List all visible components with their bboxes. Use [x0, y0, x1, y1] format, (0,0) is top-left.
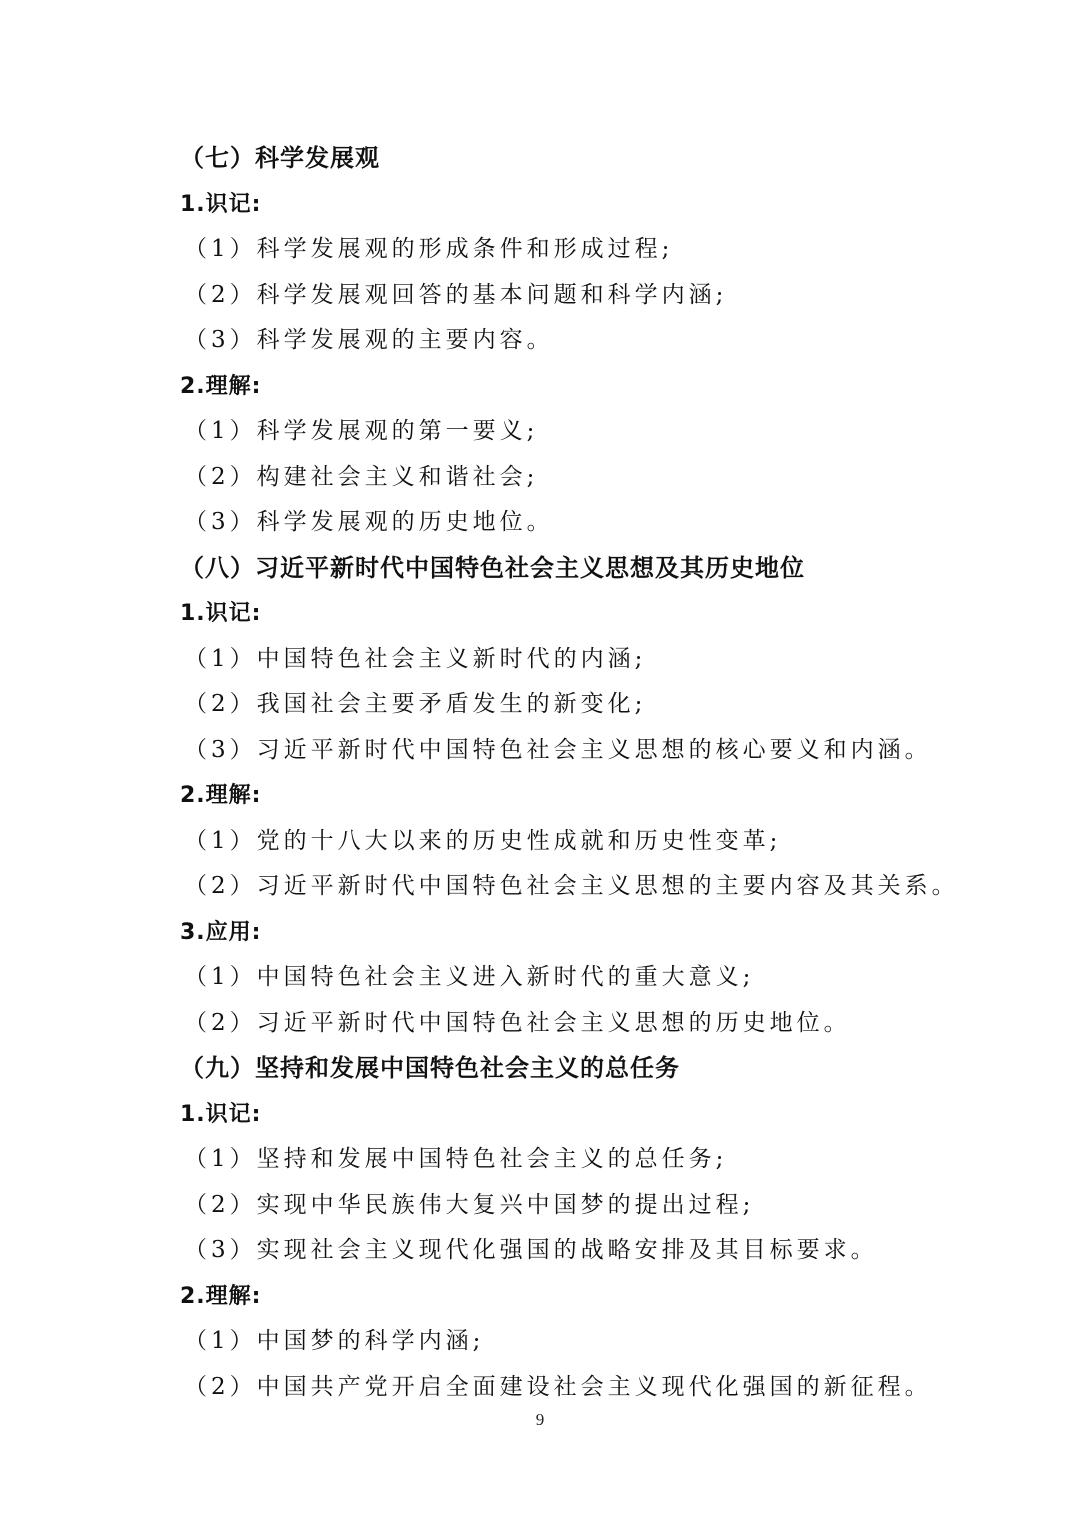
list-item: （2）构建社会主义和谐社会; [184, 463, 539, 490]
section-heading-7: （七）科学发展观 [180, 144, 380, 172]
list-item: （2）中国共产党开启全面建设社会主义现代化强国的新征程。 [184, 1373, 932, 1400]
list-item: （1）坚持和发展中国特色社会主义的总任务; [184, 1146, 728, 1172]
list-item: （3）科学发展观的主要内容。 [184, 327, 554, 353]
subsection-label-apply: 3.应用: [180, 919, 262, 945]
list-item: （2）科学发展观回答的基本问题和科学内涵; [184, 281, 728, 308]
list-item: （1）科学发展观的第一要义; [184, 418, 539, 444]
list-item: （1）中国特色社会主义进入新时代的重大意义; [184, 964, 755, 990]
subsection-label-understand: 2.理解: [180, 783, 262, 808]
list-item: （3）科学发展观的历史地位。 [184, 509, 554, 535]
list-item: （3）习近平新时代中国特色社会主义思想的核心要义和内涵。 [184, 736, 932, 763]
section-heading-8: （八）习近平新时代中国特色社会主义思想及其历史地位 [180, 553, 805, 582]
list-item: （2）实现中华民族伟大复兴中国梦的提出过程; [184, 1191, 755, 1218]
list-item: （1）中国梦的科学内涵; [184, 1328, 485, 1354]
list-item: （2）习近平新时代中国特色社会主义思想的历史地位。 [184, 1009, 851, 1036]
subsection-label-understand: 2.理解: [180, 1283, 262, 1309]
section-heading-9: （九）坚持和发展中国特色社会主义的总任务 [180, 1054, 680, 1082]
page-number: 9 [535, 1410, 545, 1429]
list-item: （1）党的十八大以来的历史性成就和历史性变革; [184, 827, 782, 854]
list-item: （1）中国特色社会主义新时代的内涵; [184, 645, 647, 672]
list-item: （1）科学发展观的形成条件和形成过程; [184, 236, 674, 262]
subsection-label-memorize: 1.识记: [180, 601, 262, 626]
subsection-label-memorize: 1.识记: [180, 1101, 262, 1127]
subsection-label-memorize: 1.识记: [180, 191, 262, 217]
document-body [180, 136, 959, 1410]
subsection-label-understand: 2.理解: [180, 373, 262, 399]
list-item: （2）习近平新时代中国特色社会主义思想的主要内容及其关系。 [184, 873, 959, 899]
list-item: （3）实现社会主义现代化强国的战略安排及其目标要求。 [184, 1237, 878, 1263]
list-item: （2）我国社会主要矛盾发生的新变化; [184, 691, 647, 717]
